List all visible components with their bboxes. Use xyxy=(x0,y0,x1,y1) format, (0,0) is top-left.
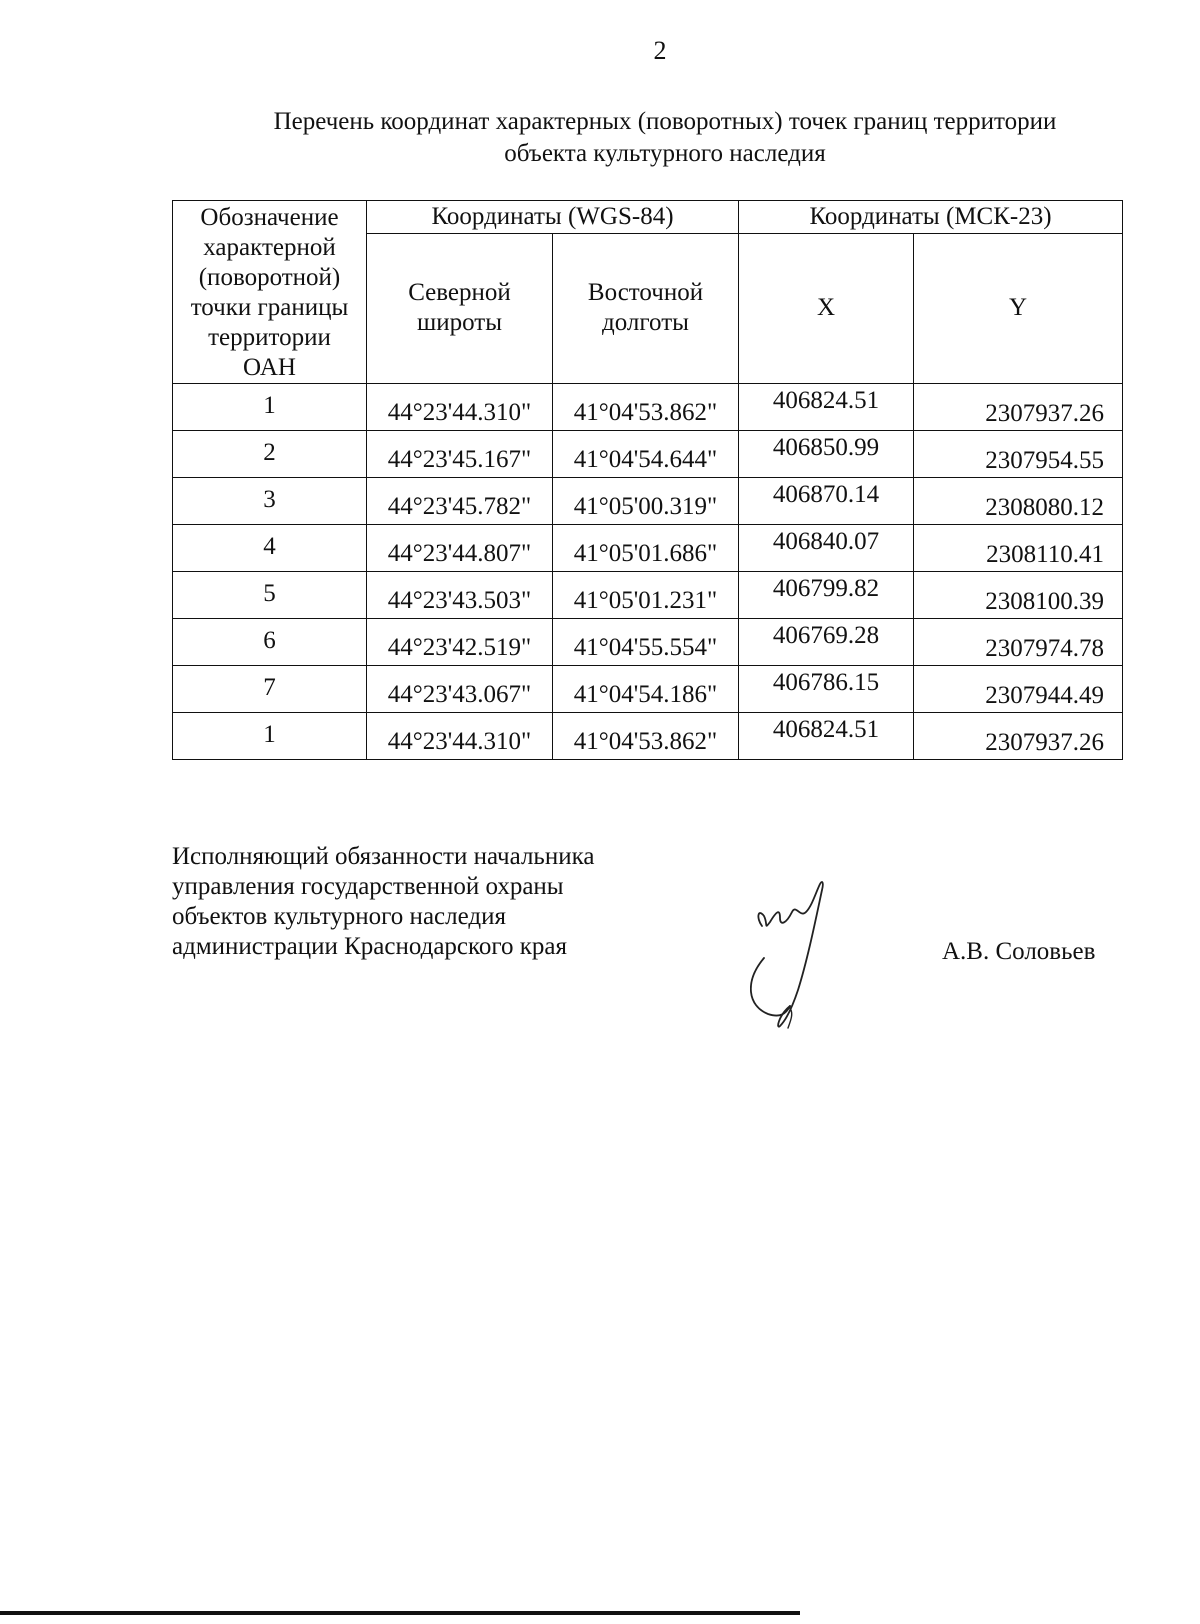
longitude-cell: 41°04'53.862" xyxy=(553,384,739,431)
latitude-cell: 44°23'45.167" xyxy=(367,431,553,478)
position-line: объектов культурного наследия xyxy=(172,903,506,930)
y-cell: 2307937.26 xyxy=(914,384,1123,431)
y-cell: 2307954.55 xyxy=(914,431,1123,478)
y-cell: 2308100.39 xyxy=(914,572,1123,619)
position-line: администрации Краснодарского края xyxy=(172,933,568,960)
longitude-cell: 41°04'55.554" xyxy=(553,619,739,666)
signer-name: А.В. Соловьев xyxy=(942,938,1096,965)
latitude-cell: 44°23'42.519" xyxy=(367,619,553,666)
x-cell: 406786.15 xyxy=(739,666,914,713)
longitude-cell: 41°05'00.319" xyxy=(553,478,739,525)
msk23-header: Координаты (МСК-23) xyxy=(739,201,1123,234)
table-row xyxy=(173,713,1123,760)
point-cell: 6 xyxy=(173,619,367,666)
y-cell: 2308110.41 xyxy=(914,525,1123,572)
latitude-cell: 44°23'44.807" xyxy=(367,525,553,572)
longitude-cell: 41°04'53.862" xyxy=(553,713,739,760)
point-cell: 3 xyxy=(173,478,367,525)
x-cell: 406799.82 xyxy=(739,572,914,619)
handwritten-signature xyxy=(750,878,870,1048)
document-title xyxy=(150,106,1180,170)
latitude-cell: 44°23'43.067" xyxy=(367,666,553,713)
point-cell: 2 xyxy=(173,431,367,478)
longitude-cell: 41°04'54.644" xyxy=(553,431,739,478)
longitude-cell: 41°05'01.686" xyxy=(553,525,739,572)
longitude-cell: 41°05'01.231" xyxy=(553,572,739,619)
signer-position xyxy=(172,842,594,962)
x-cell: 406870.14 xyxy=(739,478,914,525)
title-line-2: объекта культурного наследия xyxy=(504,140,826,167)
position-line: Исполняющий обязанности начальника xyxy=(172,843,595,870)
y-cell: 2307937.26 xyxy=(914,713,1123,760)
point-cell: 7 xyxy=(173,666,367,713)
x-cell: 406769.28 xyxy=(739,619,914,666)
table-row xyxy=(173,572,1123,619)
table-row xyxy=(173,666,1123,713)
latitude-cell: 44°23'44.310" xyxy=(367,384,553,431)
table-row xyxy=(173,478,1123,525)
point-designation-header: Обозначение характерной (поворотной) точки границы территории ОАН xyxy=(173,201,367,384)
scan-bottom-edge xyxy=(0,1611,800,1615)
latitude-cell: 44°23'44.310" xyxy=(367,713,553,760)
latitude-cell: 44°23'45.782" xyxy=(367,478,553,525)
x-cell: 406824.51 xyxy=(739,713,914,760)
point-cell: 5 xyxy=(173,572,367,619)
y-cell: 2307974.78 xyxy=(914,619,1123,666)
longitude-header: Восточной долготы xyxy=(553,233,739,383)
x-cell: 406850.99 xyxy=(739,431,914,478)
point-cell: 1 xyxy=(173,713,367,760)
table-row xyxy=(173,525,1123,572)
y-header: Y xyxy=(914,233,1123,383)
longitude-cell: 41°04'54.186" xyxy=(553,666,739,713)
table-row xyxy=(173,431,1123,478)
x-cell: 406824.51 xyxy=(739,384,914,431)
wgs84-header: Координаты (WGS-84) xyxy=(367,201,739,234)
point-cell: 4 xyxy=(173,525,367,572)
page-number: 2 xyxy=(653,36,667,65)
position-line: управления государственной охраны xyxy=(172,873,564,900)
title-line-1: Перечень координат характерных (поворотных) точек границ территории xyxy=(273,108,1057,135)
point-cell: 1 xyxy=(173,384,367,431)
y-cell: 2307944.49 xyxy=(914,666,1123,713)
table-row xyxy=(173,619,1123,666)
y-cell: 2308080.12 xyxy=(914,478,1123,525)
table-row xyxy=(173,384,1123,431)
latitude-header: Северной широты xyxy=(367,233,553,383)
latitude-cell: 44°23'43.503" xyxy=(367,572,553,619)
x-cell: 406840.07 xyxy=(739,525,914,572)
coordinates-table xyxy=(172,200,1123,760)
x-header: X xyxy=(739,233,914,383)
